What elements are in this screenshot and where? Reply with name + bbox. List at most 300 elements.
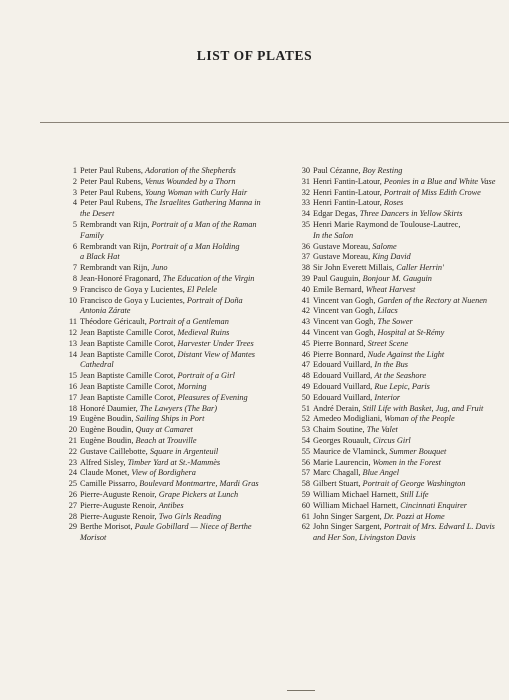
- plate-text: [80, 350, 290, 372]
- plate-text: [80, 393, 290, 404]
- plate-number: 47: [301, 360, 310, 370]
- plate-number: 39: [301, 273, 310, 283]
- plate-entry: [58, 490, 290, 501]
- plate-title: View of Bordighera: [131, 468, 196, 478]
- plate-number: 7: [72, 263, 77, 273]
- plate-artist: Henri Fantin-Latour,: [313, 198, 382, 208]
- plate-text: [313, 425, 509, 436]
- plate-number: 40: [301, 284, 310, 294]
- plate-artist: Claude Monet,: [80, 468, 130, 478]
- plate-artist: Eugène Boudin,: [80, 435, 134, 445]
- plate-text: [80, 220, 290, 242]
- plate-text: [313, 177, 509, 188]
- plate-number: 10: [68, 295, 77, 305]
- plate-number: 6: [72, 241, 77, 251]
- plate-entry: [58, 404, 290, 415]
- plate-number: 20: [68, 425, 77, 435]
- plate-title: Women in the Forest: [372, 457, 441, 467]
- plate-number: 21: [68, 435, 77, 445]
- plate-artist: William Michael Harnett,: [313, 489, 399, 499]
- plate-number: 1: [72, 166, 77, 175]
- plate-artist: Pierre Bonnard,: [313, 349, 366, 359]
- plate-number: 14: [68, 349, 77, 359]
- plate-entry: [58, 198, 290, 220]
- plate-text: [313, 274, 509, 285]
- header-rule: [40, 122, 509, 123]
- plate-entry: [297, 296, 509, 307]
- plate-artist: Théodore Géricault,: [80, 317, 147, 327]
- plate-entry: [58, 242, 290, 264]
- plate-artist: Gilbert Stuart,: [313, 479, 361, 489]
- plate-title: Portrait of Mrs. Edward L. Davis: [383, 522, 495, 532]
- plate-artist: Pierre-Auguste Renoir,: [80, 500, 157, 510]
- plate-artist: Francisco de Goya y Lucientes,: [80, 295, 185, 305]
- plate-entry: [297, 177, 509, 188]
- plate-title: Beach at Trouville: [135, 435, 197, 445]
- plate-title: Circus Girl: [373, 435, 411, 445]
- plate-title: El Pelele: [186, 284, 218, 294]
- plate-number: 13: [68, 338, 77, 348]
- plate-artist: Henri Fantin-Latour,: [313, 187, 382, 197]
- plate-number: 12: [68, 327, 77, 337]
- plate-entry: [297, 252, 509, 263]
- plate-entry: [297, 198, 509, 209]
- plate-title: Venus Wounded by a Thorn: [145, 176, 236, 186]
- plate-text: [313, 414, 509, 425]
- plate-entry: [297, 436, 509, 447]
- plate-entry: [58, 382, 290, 393]
- page-title: LIST OF PLATES: [196, 48, 313, 63]
- plate-title: Medieval Ruins: [177, 327, 230, 337]
- plate-number: 61: [301, 511, 310, 521]
- plate-number: 41: [301, 295, 310, 305]
- plate-text: [80, 263, 290, 274]
- plate-artist: Vincent van Gogh,: [313, 317, 376, 327]
- plate-artist: Amedeo Modigliani,: [313, 414, 383, 424]
- plate-artist: Gustave Moreau,: [313, 241, 371, 251]
- plate-title: and Her Son, Livingston Davis: [313, 533, 416, 543]
- plate-title: Sailing Ships in Port: [135, 414, 205, 424]
- plate-title: Caller Herrin': [396, 263, 444, 273]
- plate-text: [313, 198, 509, 209]
- plate-artist: Rembrandt van Rijn,: [80, 263, 150, 273]
- plate-text: [80, 458, 290, 469]
- plate-entry: [297, 339, 509, 350]
- plate-number: 54: [301, 435, 310, 445]
- plate-entry: [297, 414, 509, 425]
- plate-text: [80, 468, 290, 479]
- plate-title: a Black Hat: [80, 252, 120, 262]
- plate-title: Interior: [374, 392, 401, 402]
- plate-entry: [58, 458, 290, 469]
- plate-text: [313, 393, 509, 404]
- plate-text: [80, 188, 290, 199]
- plate-number: 44: [301, 327, 310, 337]
- plate-artist: Jean Baptiste Camille Corot,: [80, 381, 176, 391]
- plate-artist: Pierre-Auguste Renoir,: [80, 489, 157, 499]
- plate-artist: Camille Pissarro,: [80, 479, 138, 489]
- plate-entry: [58, 350, 290, 372]
- plate-title: Hospital at St-Rémy: [377, 327, 445, 337]
- plate-artist: Edouard Vuillard,: [313, 371, 373, 381]
- plate-title: The Valet: [366, 425, 398, 435]
- plate-text: [313, 468, 509, 479]
- plate-title: Salome: [372, 241, 397, 251]
- plate-number: 26: [68, 489, 77, 499]
- plate-text: [313, 220, 509, 242]
- plate-number: 45: [301, 338, 310, 348]
- plate-text: [313, 296, 509, 307]
- plate-number: 18: [68, 403, 77, 413]
- plate-text: [80, 317, 290, 328]
- plate-title: Cincinnati Enquirer: [400, 500, 467, 510]
- plate-artist: Chaim Soutine,: [313, 425, 365, 435]
- plate-artist: Edgar Degas,: [313, 209, 358, 219]
- plate-entry: [297, 360, 509, 371]
- plate-title: Woman of the People: [384, 414, 455, 424]
- plate-text: [80, 166, 290, 177]
- plate-number: 30: [301, 166, 310, 175]
- plate-entry: [297, 458, 509, 469]
- plate-entry: [297, 479, 509, 490]
- plate-text: [80, 425, 290, 436]
- plate-text: [313, 371, 509, 382]
- plate-title: Portrait of George Washington: [362, 479, 466, 489]
- plate-artist: Henri Marie Raymond de Toulouse-Lautrec,: [313, 219, 461, 229]
- plate-text: [313, 252, 509, 263]
- plate-artist: Peter Paul Rubens,: [80, 176, 143, 186]
- plate-text: [313, 166, 509, 177]
- plate-artist: Georges Rouault,: [313, 435, 371, 445]
- plate-text: [80, 285, 290, 296]
- plate-artist: Gustave Moreau,: [313, 252, 371, 262]
- plate-title: Pleasures of Evening: [177, 392, 248, 402]
- plate-number: 24: [68, 468, 77, 478]
- plate-artist: Emile Bernard,: [313, 284, 364, 294]
- plate-number: 59: [301, 489, 310, 499]
- plate-entry: [297, 490, 509, 501]
- plate-title: Portrait of a Man of the Raman: [151, 219, 257, 229]
- plate-artist: Peter Paul Rubens,: [80, 187, 143, 197]
- plate-title: Family: [80, 230, 104, 240]
- plate-text: [313, 436, 509, 447]
- plate-number: 31: [301, 176, 310, 186]
- plate-title: In the Salon: [313, 230, 354, 240]
- plate-text: [313, 404, 509, 415]
- plate-entry: [58, 522, 290, 544]
- plate-number: 53: [301, 425, 310, 435]
- plate-entry: [297, 393, 509, 404]
- plate-title: Wheat Harvest: [365, 284, 416, 294]
- plate-text: [80, 436, 290, 447]
- plate-number: 32: [301, 187, 310, 197]
- plate-text: [313, 188, 509, 199]
- plate-entry: [58, 512, 290, 523]
- plate-number: 56: [301, 457, 310, 467]
- plate-entry: [58, 177, 290, 188]
- plate-artist: Peter Paul Rubens,: [80, 166, 143, 175]
- plate-number: 8: [72, 273, 77, 283]
- plate-artist: Paul Gauguin,: [313, 273, 361, 283]
- plate-number: 52: [301, 414, 310, 424]
- plate-artist: Maurice de Vlaminck,: [313, 446, 388, 456]
- plate-number: 11: [69, 317, 77, 327]
- plate-text: [313, 242, 509, 253]
- plate-artist: Jean Baptiste Camille Corot,: [80, 392, 176, 402]
- plate-title: Three Dancers in Yellow Skirts: [359, 209, 463, 219]
- plate-number: 16: [68, 381, 77, 391]
- plate-title: Boy Resting: [362, 166, 403, 175]
- plate-artist: Edouard Vuillard,: [313, 360, 373, 370]
- plate-title: Square in Argenteuil: [149, 446, 219, 456]
- plate-number: 17: [68, 392, 77, 402]
- plate-text: [80, 296, 290, 318]
- plate-artist: Pierre-Auguste Renoir,: [80, 511, 157, 521]
- plate-entry: [297, 263, 509, 274]
- plate-text: [313, 490, 509, 501]
- plate-text: [313, 512, 509, 523]
- plate-number: 29: [68, 522, 77, 532]
- plate-text: [313, 263, 509, 274]
- plate-entry: [58, 274, 290, 285]
- plate-title: Still Life: [400, 489, 429, 499]
- plate-title: Quay at Camaret: [135, 425, 193, 435]
- plate-title: Antibes: [158, 500, 184, 510]
- plate-number: 55: [301, 446, 310, 456]
- plate-artist: John Singer Sargent,: [313, 522, 382, 532]
- plate-number: 22: [68, 446, 77, 456]
- plate-entry: [297, 501, 509, 512]
- plate-number: 2: [72, 176, 77, 186]
- plate-text: [80, 490, 290, 501]
- plate-text: [313, 306, 509, 317]
- plate-artist: Eugène Boudin,: [80, 425, 134, 435]
- plate-text: [80, 404, 290, 415]
- plate-number: 58: [301, 479, 310, 489]
- plate-entry: [297, 404, 509, 415]
- plate-entry: [297, 350, 509, 361]
- plate-title: The Israelites Gathering Manna in: [145, 198, 261, 208]
- plate-artist: Marie Laurencin,: [313, 457, 371, 467]
- plate-artist: André Derain,: [313, 403, 361, 413]
- plate-number: 34: [301, 209, 310, 219]
- plate-text: [313, 350, 509, 361]
- plate-artist: Pierre Bonnard,: [313, 338, 366, 348]
- plate-entry: [297, 274, 509, 285]
- plate-entry: [297, 188, 509, 199]
- plate-entry: [58, 393, 290, 404]
- plate-artist: Jean Baptiste Camille Corot,: [80, 349, 176, 359]
- plate-entry: [58, 501, 290, 512]
- footer-rule: [287, 690, 315, 691]
- plate-title: Blue Angel: [362, 468, 400, 478]
- plate-title: Dr. Pozzi at Home: [383, 511, 445, 521]
- plate-entry: [58, 317, 290, 328]
- plate-title: the Desert: [80, 209, 115, 219]
- plate-artist: Sir John Everett Millais,: [313, 263, 395, 273]
- plate-title: The Sower: [377, 317, 413, 327]
- plate-title: Street Scene: [367, 338, 409, 348]
- plate-entry: [297, 209, 509, 220]
- plate-entry: [297, 242, 509, 253]
- plate-number: 27: [68, 500, 77, 510]
- plate-number: 43: [301, 317, 310, 327]
- plate-entry: [297, 220, 509, 242]
- plate-title: Morning: [177, 381, 207, 391]
- plate-text: [313, 501, 509, 512]
- plate-text: [80, 371, 290, 382]
- plate-entry: [297, 447, 509, 458]
- plate-title: Grape Pickers at Lunch: [158, 489, 239, 499]
- plate-text: [313, 328, 509, 339]
- plate-number: 60: [301, 500, 310, 510]
- plate-title: Portrait of Doña: [186, 295, 243, 305]
- plate-text: [80, 414, 290, 425]
- plate-text: [80, 501, 290, 512]
- plate-artist: Rembrandt van Rijn,: [80, 241, 150, 251]
- plate-title: Timber Yard at St.-Mammès: [127, 457, 221, 467]
- plate-entry: [58, 436, 290, 447]
- plate-entry: [58, 220, 290, 242]
- plate-text: [313, 285, 509, 296]
- plate-text: [80, 512, 290, 523]
- plate-number: 48: [301, 371, 310, 381]
- plate-text: [313, 447, 509, 458]
- plate-text: [80, 328, 290, 339]
- plate-title: Antonia Zárate: [80, 306, 131, 316]
- plate-entry: [58, 479, 290, 490]
- plate-number: 9: [72, 284, 77, 294]
- plate-number: 62: [301, 522, 310, 532]
- plate-title: Lilacs: [377, 306, 398, 316]
- plate-entry: [297, 317, 509, 328]
- plate-text: [313, 317, 509, 328]
- plate-artist: Eugène Boudin,: [80, 414, 134, 424]
- plate-title: Portrait of a Girl: [177, 371, 235, 381]
- plate-number: 49: [301, 381, 310, 391]
- plate-entry: [297, 306, 509, 317]
- plate-number: 57: [301, 468, 310, 478]
- plate-entry: [58, 468, 290, 479]
- plates-column-right: [297, 166, 509, 544]
- plate-entry: [58, 447, 290, 458]
- plate-entry: [58, 371, 290, 382]
- plate-entry: [58, 188, 290, 199]
- plate-title: Harvester Under Trees: [177, 338, 254, 348]
- plate-text: [313, 522, 509, 544]
- plate-text: [80, 339, 290, 350]
- plate-number: 28: [68, 511, 77, 521]
- plate-artist: Alfred Sisley,: [80, 457, 126, 467]
- plate-artist: Peter Paul Rubens,: [80, 198, 143, 208]
- plate-number: 37: [301, 252, 310, 262]
- plate-title: Roses: [383, 198, 404, 208]
- plate-artist: Berthe Morisot,: [80, 522, 133, 532]
- plate-entry: [297, 522, 509, 544]
- plate-artist: Edouard Vuillard,: [313, 381, 373, 391]
- plate-text: [80, 479, 290, 490]
- plate-text: [313, 458, 509, 469]
- plate-entry: [58, 425, 290, 436]
- plate-text: [80, 382, 290, 393]
- plate-entry: [297, 468, 509, 479]
- plate-text: [80, 447, 290, 458]
- plate-title: Portrait of Miss Edith Crowe: [383, 187, 481, 197]
- plate-text: [80, 522, 290, 544]
- plate-entry: [297, 166, 509, 177]
- plate-number: 4: [72, 198, 77, 208]
- plate-number: 5: [72, 219, 77, 229]
- plate-artist: Jean Baptiste Camille Corot,: [80, 371, 176, 381]
- plate-title: Nude Against the Light: [367, 349, 445, 359]
- plate-artist: Jean Baptiste Camille Corot,: [80, 338, 176, 348]
- plate-artist: Edouard Vuillard,: [313, 392, 373, 402]
- plate-title: Portrait of a Gentleman: [148, 317, 229, 327]
- plate-title: Peonies in a Blue and White Vase: [383, 176, 496, 186]
- plate-artist: John Singer Sargent,: [313, 511, 382, 521]
- plate-text: [313, 382, 509, 393]
- plate-artist: Vincent van Gogh,: [313, 295, 376, 305]
- plate-title: Morisot: [80, 533, 107, 543]
- plate-number: 35: [301, 219, 310, 229]
- plate-title: Cathedral: [80, 360, 114, 370]
- plate-entry: [297, 425, 509, 436]
- plate-title: Two Girls Reading: [158, 511, 222, 521]
- plate-number: 46: [301, 349, 310, 359]
- plate-text: [313, 209, 509, 220]
- plate-title: Summer Bouquet: [389, 446, 447, 456]
- plate-title: Young Woman with Curly Hair: [145, 187, 248, 197]
- plate-number: 36: [301, 241, 310, 251]
- plate-entry: [58, 414, 290, 425]
- plate-text: [80, 177, 290, 188]
- plate-title: Juno: [151, 263, 168, 273]
- plate-artist: Vincent van Gogh,: [313, 327, 376, 337]
- plate-entry: [297, 382, 509, 393]
- plate-number: 50: [301, 392, 310, 402]
- plate-text: [80, 274, 290, 285]
- plate-artist: Francisco de Goya y Lucientes,: [80, 284, 185, 294]
- plate-title: Paule Gobillard — Niece of Berthe: [134, 522, 252, 532]
- plate-artist: Marc Chagall,: [313, 468, 361, 478]
- plate-number: 25: [68, 479, 77, 489]
- plate-title: Rue Lepic, Paris: [374, 381, 430, 391]
- plate-title: Still Life with Basket, Jug, and Fruit: [362, 403, 484, 413]
- plate-title: In the Bus: [374, 360, 408, 370]
- plate-entry: [297, 512, 509, 523]
- plate-artist: Henri Fantin-Latour,: [313, 176, 382, 186]
- plate-entry: [58, 166, 290, 177]
- plate-title: Bonjour M. Gauguin: [362, 273, 432, 283]
- plate-title: The Education of the Virgin: [162, 273, 255, 283]
- plate-number: 42: [301, 306, 310, 316]
- plate-entry: [58, 285, 290, 296]
- plate-number: 38: [301, 263, 310, 273]
- plate-text: [313, 479, 509, 490]
- plate-artist: Honoré Daumier,: [80, 403, 138, 413]
- plate-entry: [58, 328, 290, 339]
- plate-artist: Vincent van Gogh,: [313, 306, 376, 316]
- plate-entry: [58, 339, 290, 350]
- plate-title: Boulevard Montmartre, Mardi Gras: [139, 479, 259, 489]
- plate-title: King David: [372, 252, 411, 262]
- plate-title: Distant View of Mantes: [177, 349, 255, 359]
- plate-title: The Lawyers (The Bar): [139, 403, 218, 413]
- plate-text: [80, 242, 290, 264]
- plate-text: [313, 360, 509, 371]
- plate-artist: Gustave Caillebotte,: [80, 446, 148, 456]
- plate-entry: [58, 296, 290, 318]
